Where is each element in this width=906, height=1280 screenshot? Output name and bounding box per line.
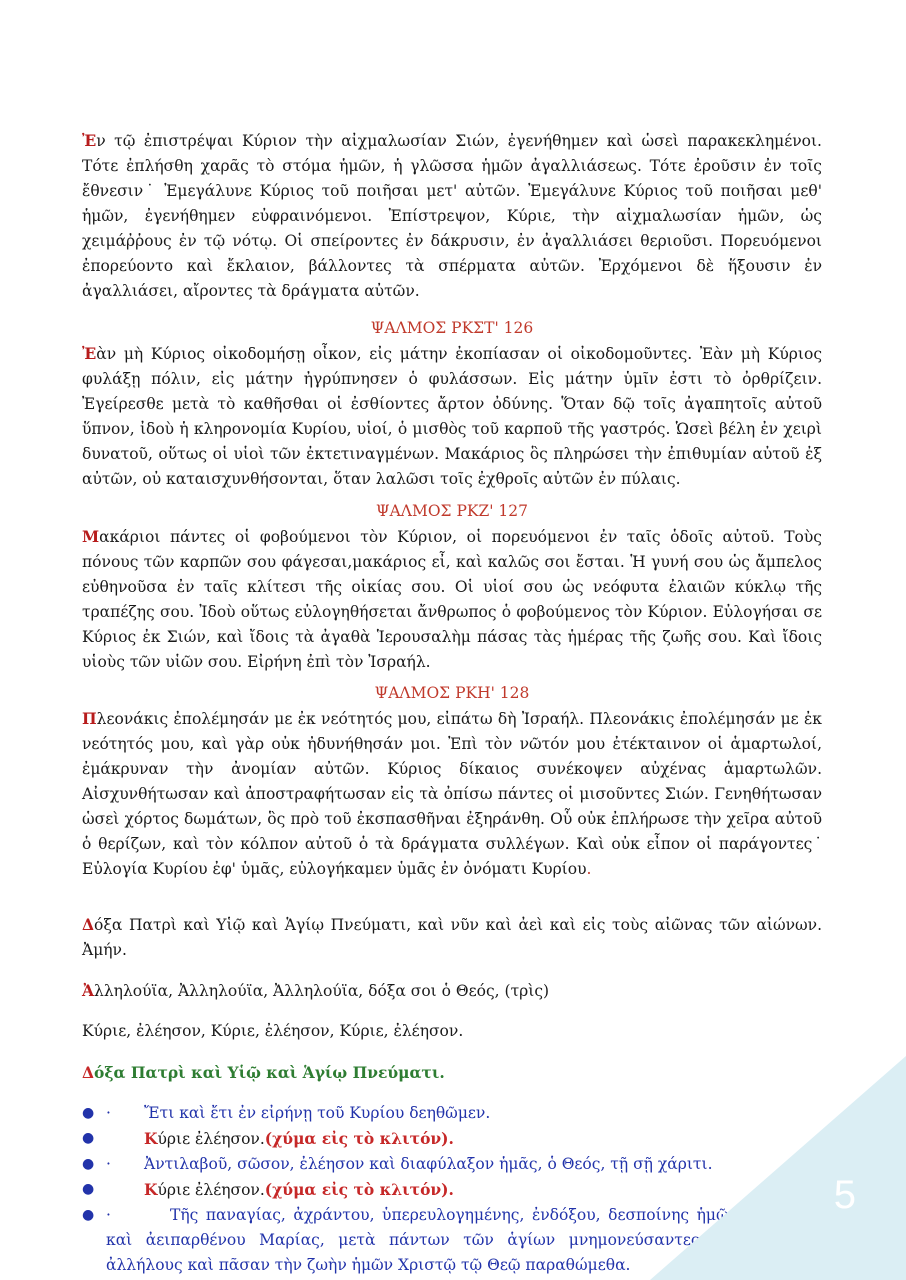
paragraph-text: ὰν μὴ Κύριος οἰκοδομήσῃ οἶκον, εἰς μάτην ἐκοπίασαν οἱ οἰκοδομοῦντες. Ἐὰν μὴ Κύριος φυλάξῃ πόλιν, εἰς μάτην ἠγρύπνησεν ὁ φυλάσσων. Εἰς μάτην ὑμῖν ἐστι τὸ ὀρθρίζειν. Ἐγείρεσθε μετὰ τὸ καθῆσθαι οἱ ἐσθίοντες ἄρτον ὀδύνης. Ὅταν δῷ τοῖς ἀγαπητοῖς αὐτοῦ ὕπνον, ἰδοὺ ἡ κληρονομία Κυρίου, υἱοί, ὁ μισθὸς τοῦ καρποῦ τῆς γαστρός. Ὡσεὶ βέλη ἐν χειρὶ δυνατοῦ, οὕτως οἱ υἱοὶ τῶν ἐκτετιναγμένων. Μακάριος ὃς πληρώσει τὴν ἐπιθυμίαν αὐτοῦ ἐξ αὐτῶν, οὐ καταισχυνθήσονται, ὅταν λαλῶσι τοῖς ἐχθροῖς αὐτῶν ἐν πύλαις. [82, 345, 822, 488]
psalm-126-heading: ΨΑΛΜΟΣ ΡΚΣΤ' 126 [370, 319, 534, 337]
rubric-note: (χύμα εἰς τὸ κλιτόν). [264, 1129, 454, 1148]
paragraph-text: όξα Πατρὶ καὶ Υἱῷ καὶ Ἁγίῳ Πνεύματι. [94, 1063, 445, 1082]
litany-text: ύριε ἐλέησον. [157, 1130, 265, 1148]
paragraph-text: λεονάκις ἐπολέμησάν με ἐκ νεότητός μου, εἰπάτω δὴ Ἰσραήλ. Πλεονάκις ἐπολέμησάν με ἐκ νεότητός μου, καὶ γὰρ οὐκ ἠδυνήθησάν μοι. Ἐπὶ τὸν νῶτόν μου ἐτέκταινον οἱ ἁμαρτωλοί, ἐμάκρυναν τὴν ἀνομίαν αὐτῶν. Κύριος δίκαιος συνέκοψεν αὐχένας ἁμαρτωλῶν. Αἰσχυνθήτωσαν καὶ ἀποστραφήτωσαν εἰς τὰ ὀπίσω πάντες οἱ μισοῦντες Σιών. Γενηθήτωσαν ὡσεὶ χόρτος δωμάτων, ὃς πρὸ τοῦ ἐκσπασθῆναι ἐξηράνθη. Οὗ οὐκ ἐπλήρωσε τὴν χεῖρα αὐτοῦ ὁ θερίζων, καὶ τὸν κόλπον αὐτοῦ ὁ τὰ δράγματα συλλέγων. Καὶ οὐκ εἶπον οἱ παράγοντες˙ Εὐλογία Κυρίου ἐφ' ὑμᾶς, εὐλογήκαμεν ὑμᾶς ἐν ὀνόματι Κυρίου [82, 710, 822, 878]
bullet-icon: ● [82, 1181, 95, 1197]
initial-letter: Μ [82, 527, 100, 546]
paragraph-text: ακάριοι πάντες οἱ φοβούμενοι τὸν Κύριον, οἱ πορευόμενοι ἐν ταῖς ὁδοῖς αὐτοῦ. Τοὺς πόνους τῶν καρπῶν σου φάγεσαι,μακάριος εἶ, καὶ καλῶς σοι ἔσται. Ἡ γυνή σου ὡς ἄμπελος εὐθηνοῦσα ἐν ταῖς κλίτεσι τῆς οἰκίας σου. Οἱ υἱοί σου ὡς νεόφυτα ἐλαιῶν κύκλῳ τῆς τραπέζης σου. Ἰδοὺ οὕτως εὐλογηθήσεται ἄνθρωπος ὁ φοβούμενος τὸν Κύριον. Εὐλογήσαι σε Κύριος ἐκ Σιών, καὶ ἴδοις τὰ ἀγαθὰ Ἱερουσαλὴμ πάσας τὰς ἡμέρας τῆς ζωῆς σου. Καὶ ἴδοις υἱοὺς τῶν υἱῶν σου. Εἰρήνη ἐπὶ τὸν Ἰσραήλ. [82, 528, 822, 671]
initial-letter: Δ [82, 1063, 95, 1082]
initial-letter: Ἐ [82, 131, 97, 150]
bullet-icon: ● [82, 1207, 95, 1223]
bullet-icon: ● [82, 1156, 95, 1172]
alleluia-text [82, 978, 822, 1004]
psalm-126-text [82, 341, 822, 492]
psalm-127-heading: ΨΑΛΜΟΣ ΡΚΖ' 127 [376, 502, 528, 520]
bullet-icon: ● [82, 1130, 95, 1146]
doxology-text [82, 912, 822, 963]
middle-dot: · [106, 1155, 111, 1173]
page-number: 5 [833, 1173, 856, 1217]
paragraph-text: λληλούϊα, Ἀλληλούϊα, Ἀλληλούϊα, δόξα σοι ὁ Θεός, (τρὶς) [94, 982, 550, 1000]
litany-text: Ἀντιλαβοῦ, σῶσον, ἐλέησον καὶ διαφύλαξον ἡμᾶς, ὁ Θεός, τῇ σῇ χάριτι. [144, 1155, 713, 1173]
initial-letter: Ἀ [82, 981, 95, 1000]
corner-decoration [650, 1056, 906, 1280]
paragraph-end: . [586, 860, 592, 878]
middle-dot: · [106, 1104, 111, 1122]
middle-dot: · [106, 1206, 111, 1224]
bullet-icon: ● [82, 1105, 95, 1121]
initial-letter: Δ [82, 915, 95, 934]
litany-text: Τῆς παναγίας, ἀχράντου, ὑπερευλογημένης, ἐνδόξου, δεσποίνης ἡμῶν Θεοτόκου καὶ ἀειπαρθένου Μαρίας, μετὰ πάντων τῶν ἁγίων μνημονεύσαντες, ἑαυτοὺς καὶ ἀλλήλους καὶ πᾶσαν τὴν ζωὴν ἡμῶν Χριστῷ τῷ Θεῷ παραθώμεθα. [106, 1206, 822, 1274]
kyrie-text: Κύριε, ἐλέησον, Κύριε, ἐλέησον, Κύριε, ἐλέησον. [82, 1022, 464, 1040]
psalm-128-heading: ΨΑΛΜΟΣ ΡΚΗ' 128 [374, 684, 530, 702]
litany-text: Ἔτι καὶ ἔτι ἐν εἰρήνῃ τοῦ Κυρίου δεηθῶμεν. [144, 1104, 491, 1122]
paragraph-text: ν τῷ ἐπιστρέψαι Κύριον τὴν αἰχμαλωσίαν Σιών, ἐγενήθημεν καὶ ὡσεὶ παρακεκλημένοι. Τότε ἐπλήσθη χαρᾶς τὸ στόμα ἡμῶν, ἡ γλῶσσα ἡμῶν ἀγαλλιάσεως. Τότε ἐροῦσιν ἐν τοῖς ἔθνεσιν˙ Ἐμεγάλυνε Κύριος τοῦ ποιῆσαι μετ' αὐτῶν. Ἐμεγάλυνε Κύριος τοῦ ποιῆσαι μεθ' ἡμῶν, ἐγενήθημεν εὐφραινόμενοι. Ἐπίστρεψον, Κύριε, τὴν αἰχμαλωσίαν ἡμῶν, ὡς χειμάῤῥους ἐν τῷ νότῳ. Οἱ σπείροντες ἐν δάκρυσιν, ἐν ἀγαλλιάσει θεριοῦσι. Πορευόμενοι ἐπορεύοντο καὶ ἔκλαιον, βάλλοντες τὰ σπέρματα αὐτῶν. Ἐρχόμενοι δὲ ἥξουσιν ἐν ἀγαλλιάσει, αἴροντες τὰ δράγματα αὐτῶν. [82, 132, 822, 300]
rubric-note: (χύμα εἰς τὸ κλιτόν). [264, 1180, 454, 1199]
paragraph-text: όξα Πατρὶ καὶ Υἱῷ καὶ Ἁγίῳ Πνεύματι, καὶ νῦν καὶ ἀεὶ καὶ εἰς τοὺς αἰῶνας τῶν αἰώνων. Ἀμήν. [82, 916, 822, 959]
psalm-128-text [82, 706, 822, 882]
initial-letter: Κ [144, 1180, 158, 1199]
initial-letter: Κ [144, 1129, 158, 1148]
psalm-127-text [82, 524, 822, 675]
psalm-125-text [82, 128, 822, 304]
initial-letter: Ἐ [82, 344, 97, 363]
litany-text: ύριε ἐλέησον. [157, 1181, 265, 1199]
initial-letter: Π [82, 709, 97, 728]
